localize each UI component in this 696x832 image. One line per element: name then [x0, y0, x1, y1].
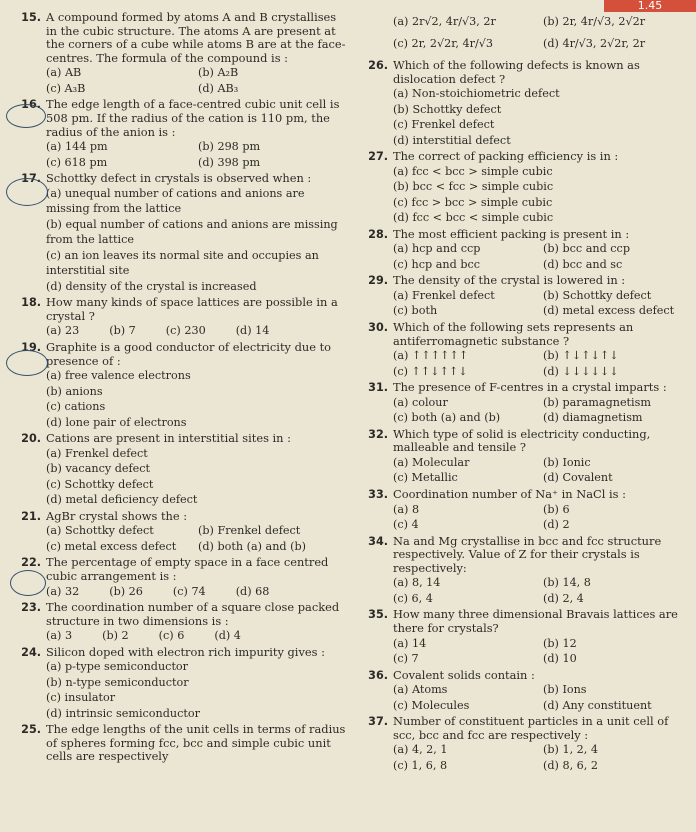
question-text: Schottky defect in crystals is observed when :: [46, 171, 312, 186]
question-line: [10, 341, 350, 368]
left-column: [10, 11, 350, 766]
option-item: (b) ↑↓↑↓↑↓: [543, 349, 619, 363]
q25-options: [357, 11, 693, 55]
page-number-tab: 1.45: [604, 0, 696, 12]
option-list: [10, 446, 350, 508]
question-26: [357, 59, 693, 148]
option-item: (b) 14, 8: [543, 576, 591, 590]
option-list: [357, 241, 693, 272]
question-24: [10, 646, 350, 722]
option-item: (b) paramagnetism: [543, 395, 651, 409]
option-item: (c) 4: [393, 518, 419, 532]
question-number: 36.: [368, 668, 388, 682]
question-line: [357, 669, 693, 683]
option-list: [357, 455, 693, 486]
option-item: (a) 14: [393, 636, 427, 650]
option-list: [357, 86, 693, 148]
option-item: (c) insulator: [46, 691, 116, 705]
option-item: (a) fcc < bcc > simple cubic: [393, 164, 553, 178]
option-list: [357, 164, 693, 226]
question-text: Na and Mg crystallise in bcc and fcc structure respectively. Value of Z for their crystals is respectively:: [393, 533, 662, 575]
question-35: [357, 608, 693, 666]
option-item: (a) 32: [46, 584, 80, 598]
question-number: 32.: [368, 427, 388, 441]
question-text: A compound formed by atoms A and B crystallises in the cubic structure. The atoms A are present at the corners of a cube while atoms B are at the face-centres. The formula of the compound is :: [46, 10, 346, 65]
option-item: (c) 2r, 2√2r, 4r/√3: [393, 37, 493, 50]
question-number: 22.: [21, 556, 41, 570]
question-line: [357, 228, 693, 242]
question-line: [357, 535, 693, 576]
option-item: (d) density of the crystal is increased: [46, 279, 257, 293]
option-item: (b) n-type semiconductor: [46, 675, 189, 689]
option-list: [10, 186, 350, 295]
question-number: 21.: [21, 509, 41, 523]
question-32: [357, 428, 693, 486]
option-item: (b) 2: [102, 629, 129, 643]
question-text: The edge lengths of the unit cells in terms of radius of spheres forming fcc, bcc and simple cubic unit cells are respectively: [46, 722, 346, 764]
question-18: [10, 296, 350, 339]
option-item: (c) Molecules: [393, 698, 470, 712]
option-list: [357, 395, 693, 426]
question-text: The correct of packing efficiency is in :: [393, 149, 619, 164]
option-item: (b) bcc and ccp: [543, 242, 630, 256]
option-item: (d) ↓↓↓↓↓↓: [543, 364, 619, 378]
option-item: (d) bcc and sc: [543, 257, 623, 271]
question-line: [357, 488, 693, 502]
question-number: 19.: [21, 340, 41, 354]
option-item: (a) Non-stoichiometric defect: [393, 87, 560, 101]
option-item: (a) 144 pm: [46, 140, 108, 154]
question-number: 35.: [368, 608, 388, 622]
question-30: [357, 321, 693, 379]
option-item: (c) cations: [46, 400, 106, 414]
option-list: [10, 659, 350, 721]
question-17: [10, 172, 350, 294]
option-item: (d) both (a) and (b): [198, 539, 307, 553]
option-item: (a) 4, 2, 1: [393, 743, 448, 757]
option-item: (d) 14: [235, 324, 270, 338]
question-text: The edge length of a face-centred cubic unit cell is 508 pm. If the radius of the cation is 110 pm, the radius of the anion is :: [46, 97, 340, 139]
option-list: [357, 575, 693, 606]
question-number: 29.: [368, 274, 388, 288]
question-19: [10, 341, 350, 430]
question-text: Which of the following sets represents an antiferromagnetic substance ?: [393, 319, 634, 348]
question-line: [357, 150, 693, 164]
question-number: 18.: [21, 296, 41, 310]
option-item: (a) ↑↑↑↑↑↑: [393, 349, 469, 363]
question-text: How many kinds of space lattices are possible in a crystal ?: [46, 295, 338, 323]
option-item: (a) 8: [393, 502, 420, 516]
option-list: [10, 523, 350, 554]
option-item: (c) 7: [393, 652, 419, 665]
question-23: [10, 601, 350, 644]
option-list: [357, 502, 693, 533]
question-number: 25.: [21, 723, 41, 737]
option-list: [10, 628, 350, 644]
option-item: (c) Frenkel defect: [393, 118, 495, 132]
question-number: 37.: [368, 715, 388, 729]
question-line: [10, 98, 350, 139]
option-item: (b) 2r, 4r/√3, 2√2r: [543, 15, 646, 28]
option-item: (c) both: [393, 304, 438, 318]
question-34: [357, 535, 693, 607]
option-item: (c) Metallic: [393, 471, 458, 485]
question-16: [10, 98, 350, 170]
question-number: 27.: [368, 150, 388, 164]
question-31: [357, 381, 693, 426]
question-text: The coordination number of a square close packed structure in two dimensions is :: [46, 600, 340, 628]
question-text: The most efficient packing is present in :: [393, 226, 630, 241]
option-item: (a) hcp and ccp: [393, 242, 481, 256]
question-33: [357, 488, 693, 533]
question-37: [357, 715, 693, 773]
option-item: (d) Any constituent: [543, 698, 652, 712]
option-item: (c) A₃B: [46, 81, 86, 95]
option-list: [357, 682, 693, 713]
question-line: [357, 381, 693, 395]
option-item: (b) bcc < fcc > simple cubic: [393, 180, 554, 194]
question-text: Cations are present in interstitial sites in :: [46, 431, 291, 446]
question-text: Silicon doped with electron rich impurity gives :: [46, 644, 325, 659]
question-line: [357, 274, 693, 288]
option-list: [10, 139, 350, 170]
question-number: 20.: [21, 432, 41, 446]
question-line: [10, 646, 350, 660]
question-20: [10, 432, 350, 508]
question-number: 15.: [21, 11, 41, 24]
question-text: Which of the following defects is known as dislocation defect ?: [393, 58, 640, 86]
option-item: (d) 68: [235, 584, 270, 598]
option-item: (d) 8, 6, 2: [543, 758, 599, 772]
option-item: (a) free valence electrons: [46, 369, 191, 383]
option-item: (b) Ionic: [543, 455, 591, 469]
option-item: (d) diamagnetism: [543, 411, 643, 425]
option-item: (d) lone pair of electrons: [46, 415, 187, 429]
question-line: [10, 296, 350, 323]
question-text: Graphite is a good conductor of electricity due to presence of :: [46, 339, 332, 368]
option-item: (c) 1, 6, 8: [393, 758, 448, 772]
question-text: The percentage of empty space in a face centred cubic arrangement is :: [46, 555, 329, 583]
option-item: (a) colour: [393, 395, 448, 409]
option-item: (a) unequal number of cations and anions are missing from the lattice: [46, 186, 305, 216]
question-25: [10, 723, 350, 764]
question-line: [10, 556, 350, 583]
option-item: (b) equal number of cations and anions are missing from the lattice: [46, 217, 338, 247]
question-line: [357, 608, 693, 635]
option-item: (c) ↑↑↓↑↑↓: [393, 364, 468, 378]
option-item: (c) 6, 4: [393, 591, 433, 605]
question-line: [10, 723, 350, 764]
option-item: (a) 3: [46, 629, 73, 643]
option-item: (b) 7: [109, 324, 136, 338]
option-item: (b) Schottky defect: [543, 288, 652, 302]
question-text: Number of constituent particles in a unit cell of scc, bcc and fcc are respectively :: [393, 714, 669, 742]
question-number: 33.: [368, 487, 388, 501]
option-item: (a) 2r√2, 4r/√3, 2r: [393, 15, 496, 28]
option-item: (b) vacancy defect: [46, 462, 151, 476]
question-number: 28.: [368, 227, 388, 241]
option-item: (d) AB₃: [198, 81, 239, 95]
option-item: (d) 398 pm: [198, 155, 261, 169]
question-line: [357, 59, 693, 86]
question-number: 17.: [21, 172, 41, 186]
question-text: The presence of F-centres in a crystal imparts :: [393, 380, 667, 395]
question-number: 34.: [368, 534, 388, 548]
question-line: [357, 715, 693, 742]
question-15: [10, 11, 350, 96]
option-list: [357, 742, 693, 773]
option-item: (a) Frenkel defect: [393, 288, 495, 302]
question-line: [357, 428, 693, 455]
option-list: [10, 584, 350, 600]
option-item: (b) Ions: [543, 683, 587, 697]
option-item: (d) 10: [543, 652, 577, 665]
option-item: (c) Schottky defect: [46, 477, 154, 491]
question-36: [357, 669, 693, 714]
question-text: Coordination number of Na⁺ in NaCl is :: [393, 486, 626, 501]
question-text: Covalent solids contain :: [393, 667, 535, 682]
option-list: [357, 288, 693, 319]
question-line: [357, 321, 693, 348]
question-28: [357, 228, 693, 273]
option-item: (d) 2, 4: [543, 591, 584, 605]
option-item: (d) 4r/√3, 2√2r, 2r: [543, 37, 646, 50]
option-item: (b) 6: [543, 502, 570, 516]
option-item: (c) fcc > bcc > simple cubic: [393, 195, 553, 209]
option-item: (b) anions: [46, 384, 103, 398]
question-line: [10, 172, 350, 186]
option-item: (b) A₂B: [198, 66, 239, 80]
question-number: 30.: [368, 320, 388, 334]
option-item: (c) 230: [165, 324, 206, 338]
option-item: (b) 26: [109, 584, 143, 598]
option-item: (c) 6: [158, 629, 185, 643]
question-text: The density of the crystal is lowered in :: [393, 273, 626, 288]
option-item: (c) hcp and bcc: [393, 257, 481, 271]
option-item: (b) 12: [543, 636, 577, 650]
option-list: [10, 368, 350, 430]
right-column: [357, 11, 693, 775]
option-item: (c) metal excess defect: [46, 539, 177, 553]
option-item: (a) 8, 14: [393, 576, 441, 590]
question-number: 26.: [368, 59, 388, 72]
option-item: (d) intrinsic semiconductor: [46, 706, 200, 720]
question-text: Which type of solid is electricity conducting, malleable and tensile ?: [393, 426, 651, 455]
option-item: (c) 74: [172, 584, 206, 598]
question-27: [357, 150, 693, 226]
question-number: 31.: [368, 381, 388, 395]
option-item: (a) Frenkel defect: [46, 446, 148, 460]
option-item: (a) Atoms: [393, 683, 448, 697]
option-item: (d) metal excess defect: [543, 304, 675, 318]
question-line: [10, 11, 350, 65]
question-number: 24.: [21, 645, 41, 659]
option-list: [10, 323, 350, 339]
question-text: How many three dimensional Bravais lattices are there for crystals?: [393, 607, 678, 635]
option-item: (b) Schottky defect: [393, 102, 502, 116]
option-item: (c) both (a) and (b): [393, 411, 501, 425]
question-number: 16.: [21, 98, 41, 112]
option-item: (b) Frenkel defect: [198, 524, 301, 538]
option-item: (d) Covalent: [543, 471, 613, 485]
question-line: [10, 510, 350, 524]
question-21: [10, 510, 350, 555]
question-text: AgBr crystal shows the :: [46, 508, 188, 523]
option-list: [357, 636, 693, 667]
option-item: (a) Schottky defect: [46, 524, 154, 538]
option-item: (a) AB: [46, 66, 82, 80]
option-item: (a) p-type semiconductor: [46, 660, 189, 674]
option-item: (a) 23: [46, 324, 80, 338]
option-item: (b) 298 pm: [198, 140, 261, 154]
option-item: (d) interstitial defect: [393, 133, 511, 147]
option-list: [357, 348, 693, 379]
question-line: [10, 601, 350, 628]
option-item: (c) an ion leaves its normal site and occupies an interstitial site: [46, 248, 319, 278]
option-item: (c) 618 pm: [46, 155, 108, 169]
question-number: 23.: [21, 601, 41, 614]
option-item: (b) 1, 2, 4: [543, 743, 599, 757]
option-list: [10, 65, 350, 96]
question-22: [10, 556, 350, 599]
option-item: (d) 2: [543, 518, 570, 532]
option-item: (d) fcc < bcc < simple cubic: [393, 211, 554, 225]
option-item: (d) 4: [214, 629, 241, 643]
option-item: (a) Molecular: [393, 455, 470, 469]
question-line: [10, 432, 350, 446]
option-item: (d) metal deficiency defect: [46, 493, 198, 507]
question-29: [357, 274, 693, 319]
